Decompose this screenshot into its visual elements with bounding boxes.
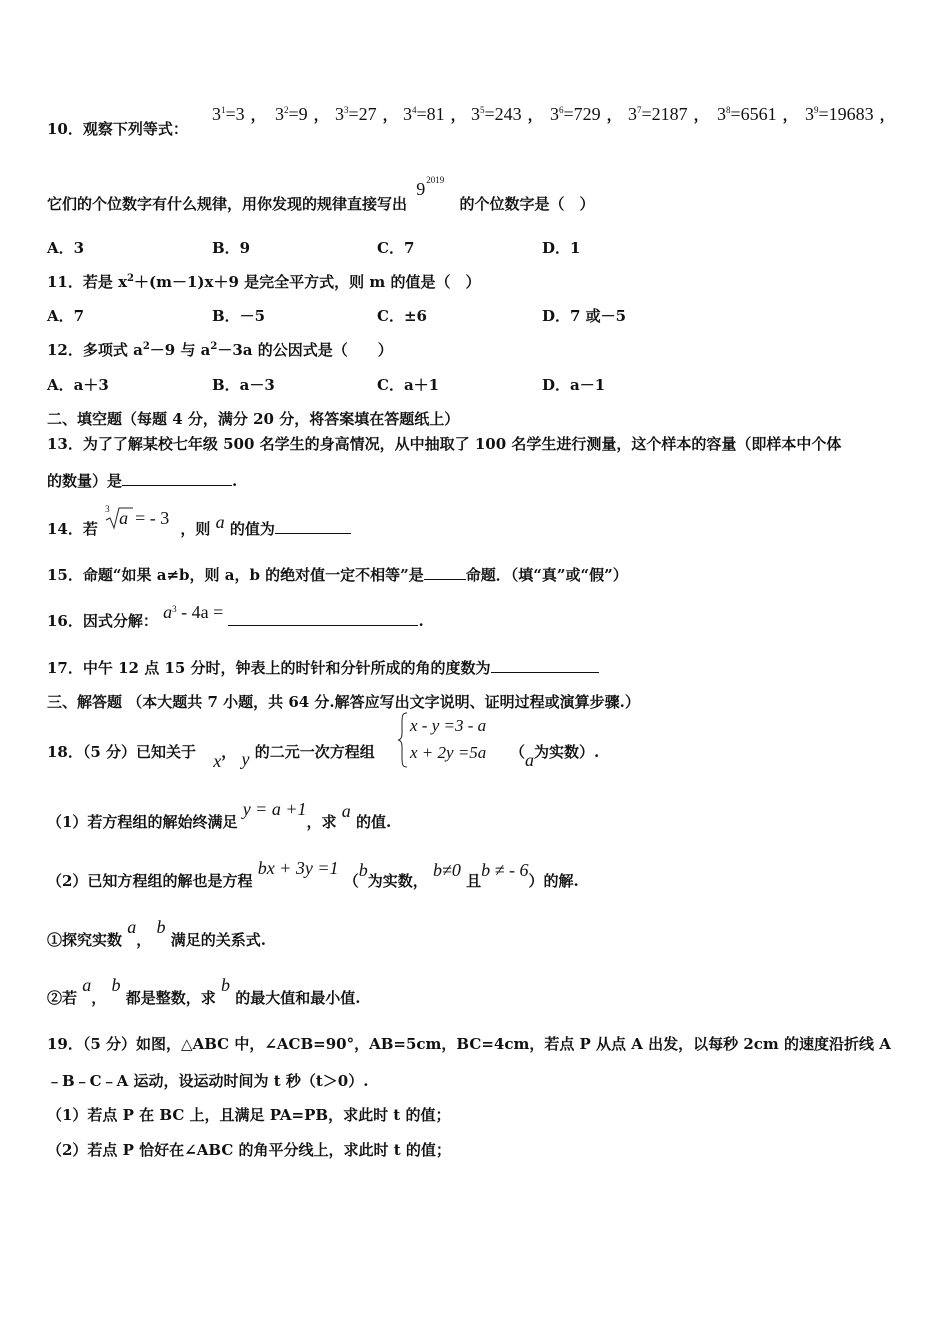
power-exponent: 6 (559, 105, 564, 115)
power-exponent: 7 (637, 105, 642, 115)
q19-line2: ﹣B﹣C﹣A 运动，设运动时间为 t 秒（t＞0）. (47, 1072, 369, 1090)
q12-stem-b: －9 与 a (149, 341, 211, 359)
power-base: 3 (805, 104, 814, 124)
q10-power-1 (212, 104, 266, 125)
q18-p1-var: a (341, 801, 351, 821)
power-separator: ， (879, 108, 895, 124)
power-separator: ， (693, 108, 709, 124)
q10-text-pre: 它们的个位数字有什么规律，用你发现的规律直接写出 (47, 195, 408, 213)
power-value: =19683 (818, 104, 874, 124)
q14-answer-blank (275, 519, 351, 534)
q14-mid: ，则 (180, 520, 211, 538)
power-exponent: 2 (284, 105, 289, 115)
q18-p2-open: （ (343, 872, 359, 890)
q11-stem (47, 271, 480, 292)
power-separator: ， (782, 108, 798, 124)
q10-power-8 (717, 104, 798, 125)
q18-c1-a: a (127, 917, 137, 937)
q18-c1-comma: ， (136, 931, 152, 949)
q19-line1: 19．（5 分）如图，△ABC 中，∠ACB=90°，AB=5cm，BC=4cm，若点 P 从点 A 出发，以每秒 2cm 的速度沿折线 A (47, 1035, 891, 1053)
power-base: 3 (628, 104, 637, 124)
q18-eq2: x + 2y =5a (410, 743, 487, 762)
q12-option-a: A．a＋3 (47, 376, 109, 394)
section-2-heading: 二、填空题（每题 4 分，满分 20 分，将答案填在答题纸上） (47, 410, 460, 428)
q14-expr: = - 3 (135, 508, 170, 528)
q16-expr-a: a (163, 602, 173, 622)
q12-stem-c: －3a 的公因式是（ ） (217, 341, 393, 359)
q14-cube-root-expr (103, 504, 175, 534)
q14-var: a (215, 512, 225, 532)
q18-c2-b: b (111, 975, 121, 995)
section-3-heading: 三、解答题 （本大题共 7 小题，共 64 分.解答应写出文字说明、证明过程或演算步骤.） (47, 693, 640, 711)
q12-stem (47, 339, 393, 360)
q18-p1-post: 的值. (355, 813, 392, 831)
power-value: =3 (225, 104, 245, 124)
q12-stem-a: 12．多项式 a (47, 341, 143, 359)
q11-stem-a: 11．若是 x (47, 273, 128, 291)
q18-p1-expr: y = a +1 (242, 799, 307, 819)
q18-p2-post: ）的解. (528, 872, 579, 890)
q10-power-5 (471, 104, 543, 125)
q18-c2-b2: b (220, 975, 230, 995)
power-exponent: 9 (814, 105, 819, 115)
power-separator: ， (250, 108, 266, 124)
q10-text-post: 的个位数字是（ ） (459, 195, 595, 213)
power-base: 3 (471, 104, 480, 124)
q10-pow-exp: 2019 (426, 175, 445, 185)
power-exponent: 5 (480, 105, 485, 115)
q18-subpart2 (47, 975, 361, 1008)
q11-sup: 2 (127, 273, 135, 284)
q19-part1: （1）若点 P 在 BC 上，且满足 PA=PB，求此时 t 的值； (47, 1106, 451, 1124)
q18-part1 (47, 799, 392, 832)
q10-power-2 (275, 104, 329, 125)
q13-answer-blank (122, 471, 232, 486)
power-value: =27 (348, 104, 377, 124)
q18-y: y (241, 749, 250, 769)
power-exponent: 1 (221, 105, 226, 115)
q11-option-d: D．7 或－5 (542, 307, 627, 325)
q18-p2-pre: （2）已知方程组的解也是方程 (47, 872, 253, 890)
q18-c1-b: b (156, 917, 166, 937)
power-base: 3 (717, 104, 726, 124)
q18-c2-post: 的最大值和最小值. (235, 989, 361, 1007)
q16-expr-sup: 3 (172, 604, 177, 614)
q12-option-c: C．a＋1 (377, 376, 440, 394)
brace-icon (398, 712, 408, 768)
q12-sup1: 2 (142, 341, 150, 352)
q14-root-index: 3 (105, 504, 110, 514)
q10-power-9-2019 (412, 175, 454, 209)
power-base: 3 (212, 104, 221, 124)
q12-option-d: D．a－1 (542, 376, 606, 394)
q16 (47, 602, 424, 631)
q18-p2-and: 且 (466, 872, 482, 890)
q10-option-c: C．7 (377, 239, 415, 257)
q18-x: x (213, 751, 222, 771)
q18-close: 为实数）. (534, 743, 600, 761)
q19-part2: （2）若点 P 恰好在∠ABC 的角平分线上，求此时 t 的值； (47, 1141, 451, 1159)
q11-option-b: B．－5 (212, 307, 266, 325)
q18-c2-comma: ， (91, 989, 107, 1007)
q18-p2-cond2: b ≠ - 6 (481, 860, 529, 880)
power-separator: ， (606, 108, 622, 124)
power-value: =81 (416, 104, 445, 124)
power-value: =243 (484, 104, 522, 124)
q17-text: 17．中午 12 点 15 分时，钟表上的时针和分针所成的角的度数为 (47, 659, 491, 677)
q11-option-a: A．7 (47, 307, 85, 325)
q10-option-b: B．9 (212, 239, 251, 257)
q18-p1-pre: （1）若方程组的解始终满足 (47, 813, 238, 831)
power-value: =729 (563, 104, 601, 124)
q14-radicand: a (119, 508, 129, 528)
power-separator: ， (527, 108, 543, 124)
q13-end: . (232, 472, 238, 490)
q18-p2-cond1: b≠0 (432, 860, 461, 880)
q18-lead: 18．（5 分）已知关于 (47, 743, 197, 761)
q18-p2-real: 为实数， (367, 872, 428, 890)
q10-option-a: A．3 (47, 239, 85, 257)
q17 (47, 657, 599, 678)
power-base: 3 (550, 104, 559, 124)
q14 (47, 504, 351, 539)
power-separator: ， (382, 108, 398, 124)
power-exponent: 8 (726, 105, 731, 115)
q10-power-7 (628, 104, 709, 125)
q13-line2 (47, 470, 237, 491)
q16-end: . (418, 612, 424, 630)
q10-power-6 (550, 104, 622, 125)
q10-power-3 (335, 104, 398, 125)
q18-c2-a: a (82, 975, 92, 995)
q14-post: 的值为 (229, 520, 275, 538)
q18-c2-mid: 都是整数，求 (125, 989, 216, 1007)
q18-open: （ (510, 743, 526, 761)
q18-eq1: x - y =3 - a (410, 716, 487, 735)
q18-part2 (47, 858, 579, 891)
q10-question (47, 175, 595, 214)
q14-pre: 14．若 (47, 520, 98, 538)
power-base: 3 (275, 104, 284, 124)
q16-pre: 16．因式分解： (47, 612, 158, 630)
q11-option-c: C．±6 (377, 307, 427, 325)
q16-expr (163, 604, 223, 622)
power-exponent: 3 (344, 105, 349, 115)
power-base: 3 (403, 104, 412, 124)
q10-pow-base: 9 (416, 179, 426, 199)
q15-post: 命题．（填“真”或“假”） (465, 566, 628, 584)
q13-line1: 13．为了了解某校七年级 500 名学生的身高情况，从中抽取了 100 名学生进行测量，这个样本的容量（即样本中个体 (47, 435, 842, 453)
power-value: =9 (288, 104, 308, 124)
q16-answer-blank (228, 611, 418, 626)
q18-p2-expr: bx + 3y =1 (257, 858, 339, 878)
q18-stem (47, 741, 375, 771)
q18-mid: 的二元一次方程组 (254, 743, 375, 761)
q12-sup2: 2 (210, 341, 218, 352)
q17-answer-blank (491, 658, 599, 673)
q18-comma: ， (221, 743, 237, 761)
q15-pre: 15．命题“如果 a≠b，则 a，b 的绝对值一定不相等”是 (47, 566, 424, 584)
q15-answer-blank (424, 565, 466, 580)
q10-power-4 (403, 104, 466, 125)
q13-text: 的数量）是 (47, 472, 123, 490)
q18-c1-pre: ①探究实数 (47, 931, 123, 949)
q18-c1-post: 满足的关系式. (170, 931, 266, 949)
q12-option-b: B．a－3 (212, 376, 275, 394)
power-exponent: 4 (412, 105, 417, 115)
q10-lead: 10．观察下列等式： (47, 120, 188, 138)
q16-expr-b: - 4a = (176, 602, 224, 622)
q18-p2-b: b (358, 860, 368, 880)
q18-a: a (525, 750, 535, 770)
power-value: =2187 (641, 104, 688, 124)
q10-power-9 (805, 104, 895, 125)
q18-p1-mid: ，求 (306, 813, 337, 831)
q18-subpart1 (47, 917, 266, 950)
power-value: =6561 (730, 104, 777, 124)
q11-stem-b: ＋(m－1)x＋9 是完全平方式，则 m 的值是（ ） (134, 273, 481, 291)
power-base: 3 (335, 104, 344, 124)
power-separator: ， (450, 108, 466, 124)
q18-c2-pre: ②若 (47, 989, 78, 1007)
q18-condition (510, 741, 600, 770)
q15 (47, 564, 628, 585)
q10-option-d: D．1 (542, 239, 581, 257)
power-separator: ， (313, 108, 329, 124)
